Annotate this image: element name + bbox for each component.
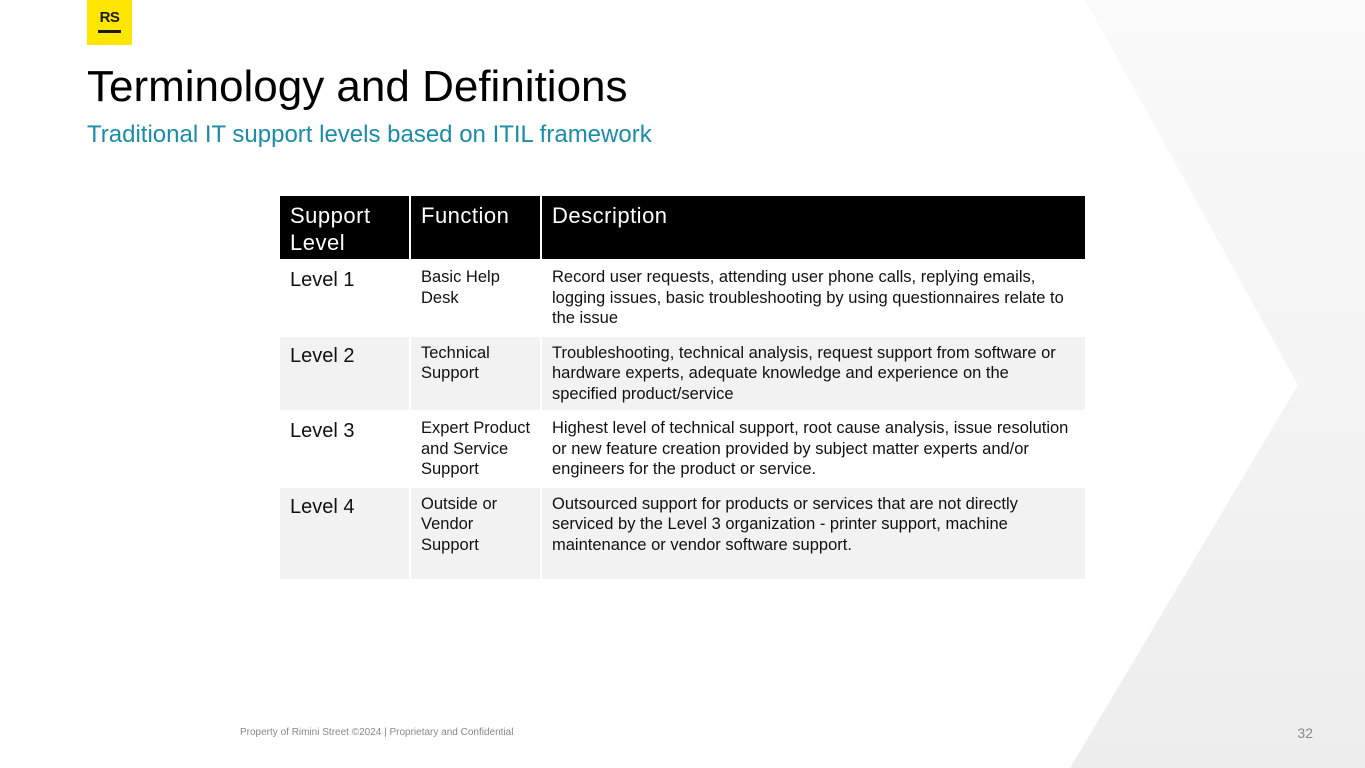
footer-text: Property of Rimini Street ©2024 | Proprietary and Confidential: [240, 727, 514, 738]
support-levels-table: [280, 196, 1085, 579]
table-header-row: [280, 196, 1085, 259]
header-description: Description: [542, 196, 1085, 259]
description-cell: Outsourced support for products or services that are not directly serviced by the Level 3 organization - printer support, machine maintenance or vendor software support.: [542, 486, 1085, 579]
description-cell: Record user requests, attending user phone calls, replying emails, logging issues, basic troubleshooting by using questionnaires relate to the issue: [542, 259, 1085, 335]
table-row: [280, 335, 1085, 411]
function-cell: Outside or Vendor Support: [411, 486, 542, 579]
table-row: [280, 410, 1085, 486]
logo-text: RS: [99, 9, 120, 26]
level-cell: Level 3: [280, 410, 411, 486]
level-cell: Level 4: [280, 486, 411, 579]
slide-subtitle: Traditional IT support levels based on ITIL framework: [87, 121, 652, 148]
chevron-polygon: [1070, 0, 1365, 768]
level-cell: Level 2: [280, 335, 411, 411]
function-cell: Basic Help Desk: [411, 259, 542, 335]
logo-underline: [98, 30, 121, 33]
slide-title: Terminology and Definitions: [87, 62, 628, 111]
header-support-level: Support Level: [280, 196, 411, 259]
company-logo: [87, 0, 132, 45]
description-cell: Troubleshooting, technical analysis, request support from software or hardware experts, adequate knowledge and experience on the specified product/service: [542, 335, 1085, 411]
header-function: Function: [411, 196, 542, 259]
table-row: [280, 486, 1085, 579]
function-cell: Technical Support: [411, 335, 542, 411]
table-row: [280, 259, 1085, 335]
function-cell: Expert Product and Service Support: [411, 410, 542, 486]
page-number: 32: [1297, 725, 1313, 741]
description-cell: Highest level of technical support, root cause analysis, issue resolution or new feature creation provided by subject matter experts and/or engineers for the product or service.: [542, 410, 1085, 486]
level-cell: Level 1: [280, 259, 411, 335]
